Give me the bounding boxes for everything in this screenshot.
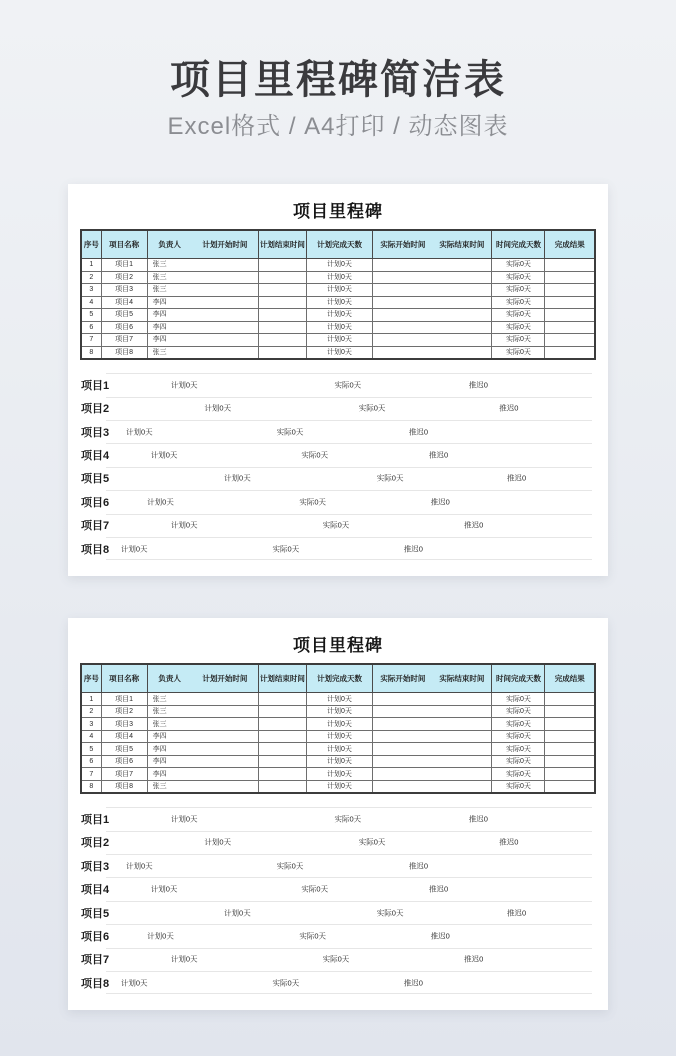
column-header-label: 项目名称 [109, 240, 140, 250]
table-cell: 实际0天 [492, 768, 545, 781]
chart-row [80, 854, 596, 877]
table-cell [259, 309, 306, 322]
table-cell: 项目6 [101, 321, 147, 334]
sheet-title: 项目里程碑 [293, 202, 383, 222]
column-header-labels [373, 673, 491, 684]
table-row [81, 284, 595, 297]
chart-row-label: 项目3 [81, 860, 110, 873]
page-subtitle: Excel格式 / A4打印 / 动态图表 [167, 113, 509, 140]
table-cell [373, 271, 492, 284]
table-cell [545, 296, 595, 309]
table-cell: 计划0天 [306, 284, 373, 297]
chart-marker-delay: 推迟0 [499, 837, 519, 847]
table-cell: 张三 [147, 718, 259, 731]
table-cell [373, 284, 492, 297]
table-cell [545, 755, 595, 768]
column-header-label: 计划结束时间 [259, 674, 305, 684]
chart-marker-plan: 计划0天 [170, 814, 198, 824]
table-cell [259, 284, 306, 297]
column-header-labels [102, 673, 147, 684]
table-cell: 李四 [147, 768, 259, 781]
chart-marker-plan: 计划0天 [120, 544, 148, 554]
chart-marker-plan: 计划0天 [170, 380, 198, 390]
table-cell: 3 [81, 718, 101, 731]
column-header [259, 664, 306, 693]
table-cell: 项目2 [101, 705, 147, 718]
table-cell: 计划0天 [306, 321, 373, 334]
table-cell: 实际0天 [492, 309, 545, 322]
chart-row-label: 项目4 [81, 450, 110, 463]
table-header-row [81, 664, 595, 693]
chart-row [80, 397, 596, 420]
table-cell: 张三 [147, 271, 259, 284]
table-cell: 计划0天 [306, 271, 373, 284]
chart-row [80, 807, 596, 830]
column-header-label: 计划开始时间 [202, 240, 248, 250]
table-cell: 3 [81, 284, 101, 297]
table-cell [545, 780, 595, 793]
column-header [101, 664, 147, 693]
chart-row-label: 项目5 [81, 907, 110, 920]
table-row [81, 705, 595, 718]
chart-marker-plan: 计划0天 [125, 427, 153, 437]
table-cell: 张三 [147, 284, 259, 297]
table-cell: 实际0天 [492, 730, 545, 743]
chart-marker-actual: 实际0天 [358, 837, 386, 847]
table-cell: 计划0天 [306, 743, 373, 756]
chart-marker-actual: 实际0天 [276, 427, 304, 437]
table-header [81, 230, 595, 259]
chart-marker-actual: 实际0天 [358, 403, 386, 413]
table-cell [373, 718, 492, 731]
chart-row-label: 项目4 [81, 884, 110, 897]
table-cell: 8 [81, 780, 101, 793]
column-header [545, 230, 595, 259]
column-header-label: 计划完成天数 [316, 674, 362, 684]
table-cell: 计划0天 [306, 296, 373, 309]
chart-marker-actual: 实际0天 [322, 954, 350, 964]
chart-row [80, 420, 596, 443]
table-cell: 项目4 [101, 730, 147, 743]
chart-marker-actual: 实际0天 [299, 497, 327, 507]
chart-row [80, 373, 596, 396]
column-header-labels [307, 673, 373, 684]
table-cell: 4 [81, 730, 101, 743]
chart-marker-plan: 计划0天 [204, 837, 232, 847]
table-cell: 实际0天 [492, 321, 545, 334]
table-cell: 实际0天 [492, 780, 545, 793]
table-cell [259, 755, 306, 768]
column-header-labels [148, 673, 259, 684]
chart-row-label: 项目2 [81, 403, 110, 416]
table-cell [545, 718, 595, 731]
column-header [306, 664, 373, 693]
table-cell [373, 693, 492, 706]
column-header [81, 664, 101, 693]
chart-marker-actual: 实际0天 [334, 814, 362, 824]
table-cell [545, 309, 595, 322]
table-cell: 项目3 [101, 284, 147, 297]
column-header-label: 序号 [83, 240, 99, 250]
column-header-labels [492, 673, 544, 684]
chart-row-label: 项目8 [81, 977, 110, 990]
column-header-label: 实际结束时间 [439, 674, 485, 684]
table-cell [259, 730, 306, 743]
chart-marker-plan: 计划0天 [147, 497, 174, 507]
table-cell [259, 693, 306, 706]
table-cell [259, 780, 306, 793]
chart-marker-plan: 计划0天 [125, 861, 153, 871]
page-title: 项目里程碑简洁表 [170, 58, 506, 102]
chart-marker-plan: 计划0天 [224, 908, 251, 918]
table-cell: 李四 [147, 309, 259, 322]
chart-marker-plan: 计划0天 [147, 931, 174, 941]
table-cell: 张三 [147, 780, 259, 793]
chart-marker-plan: 计划0天 [204, 403, 232, 413]
table-cell [373, 321, 492, 334]
column-header [306, 230, 373, 259]
table-cell: 李四 [147, 296, 259, 309]
column-header-labels [259, 673, 305, 684]
table-cell: 张三 [147, 259, 259, 272]
chart-marker-plan: 计划0天 [150, 450, 178, 460]
column-header-label: 计划开始时间 [202, 674, 248, 684]
chart-row [80, 877, 596, 900]
table-row [81, 743, 595, 756]
chart-marker-actual: 实际0天 [334, 380, 362, 390]
table-cell: 计划0天 [306, 768, 373, 781]
table-cell: 计划0天 [306, 718, 373, 731]
table-cell: 计划0天 [306, 693, 373, 706]
table-cell [373, 743, 492, 756]
table-cell: 实际0天 [492, 755, 545, 768]
table-row [81, 346, 595, 359]
table-row [81, 718, 595, 731]
table-cell: 项目2 [101, 271, 147, 284]
table-header-row [81, 230, 595, 259]
table-row [81, 755, 595, 768]
chart-marker-actual: 实际0天 [301, 884, 329, 894]
sheet-preview-card [68, 618, 608, 1010]
chart-marker-actual: 实际0天 [376, 473, 404, 483]
table-row [81, 309, 595, 322]
card-list [0, 184, 676, 1010]
chart-marker-delay: 推迟0 [429, 884, 449, 894]
sheet-preview-card [68, 184, 608, 576]
table-cell [545, 284, 595, 297]
table-cell: 计划0天 [306, 259, 373, 272]
chart-marker-delay: 推迟0 [499, 403, 519, 413]
table-cell [259, 768, 306, 781]
table-cell [545, 730, 595, 743]
chart-marker-delay: 推迟0 [468, 380, 488, 390]
chart-row-label: 项目6 [81, 930, 110, 943]
column-header-label: 实际结束时间 [439, 240, 485, 250]
column-header-label: 负责人 [158, 674, 181, 684]
chart-row-label: 项目8 [81, 543, 110, 556]
column-header [492, 230, 545, 259]
table-row [81, 768, 595, 781]
table-cell [259, 296, 306, 309]
table-row [81, 321, 595, 334]
chart-row-label: 项目7 [81, 954, 110, 967]
table-cell: 实际0天 [492, 718, 545, 731]
table-cell: 计划0天 [306, 705, 373, 718]
table-cell: 项目5 [101, 309, 147, 322]
table-cell: 6 [81, 321, 101, 334]
table-cell [373, 780, 492, 793]
chart-marker-actual: 实际0天 [299, 931, 327, 941]
table-cell: 4 [81, 296, 101, 309]
chart-marker-plan: 计划0天 [170, 520, 198, 530]
sheet-title: 项目里程碑 [293, 636, 383, 656]
table-cell [259, 346, 306, 359]
table-row [81, 334, 595, 347]
chart-marker-delay: 推迟0 [408, 861, 429, 871]
table-row [81, 259, 595, 272]
table-cell: 计划0天 [306, 309, 373, 322]
table-cell: 李四 [147, 743, 259, 756]
column-header-labels [545, 673, 594, 684]
column-header [373, 664, 492, 693]
table-cell: 实际0天 [492, 705, 545, 718]
table-row [81, 730, 595, 743]
table-cell [373, 768, 492, 781]
chart-row [80, 924, 596, 947]
table-cell [373, 259, 492, 272]
table-cell: 实际0天 [492, 693, 545, 706]
table-cell [545, 346, 595, 359]
table-cell [259, 259, 306, 272]
chart-row-label: 项目6 [81, 496, 110, 509]
chart-row-label: 项目1 [81, 814, 110, 826]
chart-marker-delay: 推迟0 [506, 908, 527, 918]
column-header-labels [82, 239, 101, 250]
column-header-labels [259, 239, 305, 250]
column-header-label: 项目名称 [109, 674, 140, 684]
chart-marker-actual: 实际0天 [376, 908, 404, 918]
table-cell: 1 [81, 693, 101, 706]
table-cell: 李四 [147, 755, 259, 768]
chart-row [80, 831, 596, 854]
chart-marker-delay: 推迟0 [403, 978, 423, 988]
table-cell: 5 [81, 309, 101, 322]
column-header-label: 时间完成天数 [495, 674, 541, 684]
table-cell: 项目4 [101, 296, 147, 309]
column-header-labels [373, 239, 491, 250]
table-cell: 5 [81, 743, 101, 756]
chart-marker-actual: 实际0天 [301, 450, 329, 460]
table-cell [373, 296, 492, 309]
column-header-label: 计划完成天数 [316, 240, 362, 250]
table-cell: 实际0天 [492, 284, 545, 297]
chart-row [80, 443, 596, 466]
chart-row [80, 467, 596, 490]
table-cell: 实际0天 [492, 259, 545, 272]
table-cell [545, 743, 595, 756]
table-cell [373, 334, 492, 347]
table-cell [373, 730, 492, 743]
column-header-label: 负责人 [158, 240, 181, 250]
table-row [81, 296, 595, 309]
column-header [147, 230, 259, 259]
table-cell: 实际0天 [492, 334, 545, 347]
table-cell: 实际0天 [492, 296, 545, 309]
chart-marker-delay: 推迟0 [430, 931, 450, 941]
chart-marker-plan: 计划0天 [120, 978, 148, 988]
chart-row [80, 901, 596, 924]
chart-marker-actual: 实际0天 [272, 544, 300, 554]
table-cell [545, 259, 595, 272]
column-header-labels [492, 239, 544, 250]
column-header-label: 完成结果 [554, 240, 585, 250]
chart-marker-delay: 推迟0 [429, 450, 449, 460]
table-cell: 张三 [147, 346, 259, 359]
table-body [81, 259, 595, 360]
column-header-labels [102, 239, 147, 250]
chart-marker-delay: 推迟0 [403, 544, 423, 554]
table-cell: 项目6 [101, 755, 147, 768]
column-header [101, 230, 147, 259]
column-header-label: 计划结束时间 [259, 240, 305, 250]
column-header-label: 完成结果 [554, 674, 585, 684]
table-cell [545, 693, 595, 706]
column-header-labels [307, 239, 373, 250]
table-cell: 1 [81, 259, 101, 272]
table-cell: 李四 [147, 321, 259, 334]
table-body [81, 693, 595, 794]
column-header-label: 时间完成天数 [495, 240, 541, 250]
column-header-labels [82, 673, 101, 684]
table-cell: 计划0天 [306, 780, 373, 793]
table-cell [259, 743, 306, 756]
table-cell [545, 271, 595, 284]
table-cell [373, 309, 492, 322]
chart-marker-delay: 推迟0 [430, 497, 450, 507]
table-cell: 2 [81, 271, 101, 284]
table-cell: 李四 [147, 334, 259, 347]
table-cell [545, 705, 595, 718]
table-cell: 2 [81, 705, 101, 718]
table-cell [259, 334, 306, 347]
table-cell: 8 [81, 346, 101, 359]
chart-row-label: 项目5 [81, 473, 110, 486]
chart-row [80, 971, 596, 994]
column-header-labels [545, 239, 594, 250]
column-header-label: 实际开始时间 [380, 674, 426, 684]
table-cell: 计划0天 [306, 730, 373, 743]
chart-marker-delay: 推迟0 [506, 473, 527, 483]
chart-marker-actual: 实际0天 [272, 978, 300, 988]
table-cell: 项目8 [101, 780, 147, 793]
table-cell: 实际0天 [492, 346, 545, 359]
chart-row [80, 490, 596, 513]
table-cell: 实际0天 [492, 743, 545, 756]
table-cell: 计划0天 [306, 334, 373, 347]
chart-marker-delay: 推迟0 [464, 954, 484, 964]
table-cell: 项目8 [101, 346, 147, 359]
column-header [492, 664, 545, 693]
table-cell: 项目1 [101, 693, 147, 706]
table-cell: 计划0天 [306, 346, 373, 359]
column-header-labels [148, 239, 259, 250]
table-cell [259, 271, 306, 284]
table-cell: 张三 [147, 705, 259, 718]
column-header [147, 664, 259, 693]
table-cell [259, 321, 306, 334]
table-cell: 项目7 [101, 334, 147, 347]
chart-marker-delay: 推迟0 [408, 427, 429, 437]
chart-row [80, 948, 596, 971]
chart-marker-plan: 计划0天 [170, 954, 198, 964]
table-header [81, 664, 595, 693]
chart-marker-delay: 推迟0 [468, 814, 488, 824]
table-cell [373, 705, 492, 718]
chart-row-label: 项目7 [81, 520, 110, 533]
table-cell [373, 346, 492, 359]
table-cell [545, 768, 595, 781]
table-row [81, 693, 595, 706]
table-cell: 6 [81, 755, 101, 768]
milestone-table [80, 663, 596, 794]
chart-marker-actual: 实际0天 [276, 861, 304, 871]
column-header [545, 664, 595, 693]
table-cell: 计划0天 [306, 755, 373, 768]
table-row [81, 271, 595, 284]
table-row [81, 780, 595, 793]
chart-marker-plan: 计划0天 [224, 473, 251, 483]
table-cell: 7 [81, 334, 101, 347]
milestone-chart [80, 373, 596, 560]
chart-marker-plan: 计划0天 [150, 884, 178, 894]
table-cell: 项目1 [101, 259, 147, 272]
column-header [373, 230, 492, 259]
chart-row [80, 537, 596, 560]
table-cell: 项目7 [101, 768, 147, 781]
chart-row-label: 项目3 [81, 426, 110, 439]
table-cell: 项目3 [101, 718, 147, 731]
milestone-table [80, 229, 596, 360]
table-cell: 7 [81, 768, 101, 781]
page-header [0, 0, 676, 142]
table-cell: 张三 [147, 693, 259, 706]
column-header-label: 实际开始时间 [380, 240, 426, 250]
table-cell: 李四 [147, 730, 259, 743]
milestone-chart [80, 807, 596, 994]
table-cell [259, 705, 306, 718]
chart-row-label: 项目1 [81, 379, 110, 392]
table-cell [259, 718, 306, 731]
table-cell: 项目5 [101, 743, 147, 756]
column-header-label: 序号 [83, 674, 99, 684]
table-cell: 实际0天 [492, 271, 545, 284]
chart-marker-delay: 推迟0 [464, 520, 484, 530]
chart-marker-actual: 实际0天 [322, 520, 350, 530]
column-header [259, 230, 306, 259]
table-cell [545, 334, 595, 347]
table-cell [373, 755, 492, 768]
chart-row [80, 514, 596, 537]
column-header [81, 230, 101, 259]
table-cell [545, 321, 595, 334]
chart-row-label: 项目2 [81, 837, 110, 850]
